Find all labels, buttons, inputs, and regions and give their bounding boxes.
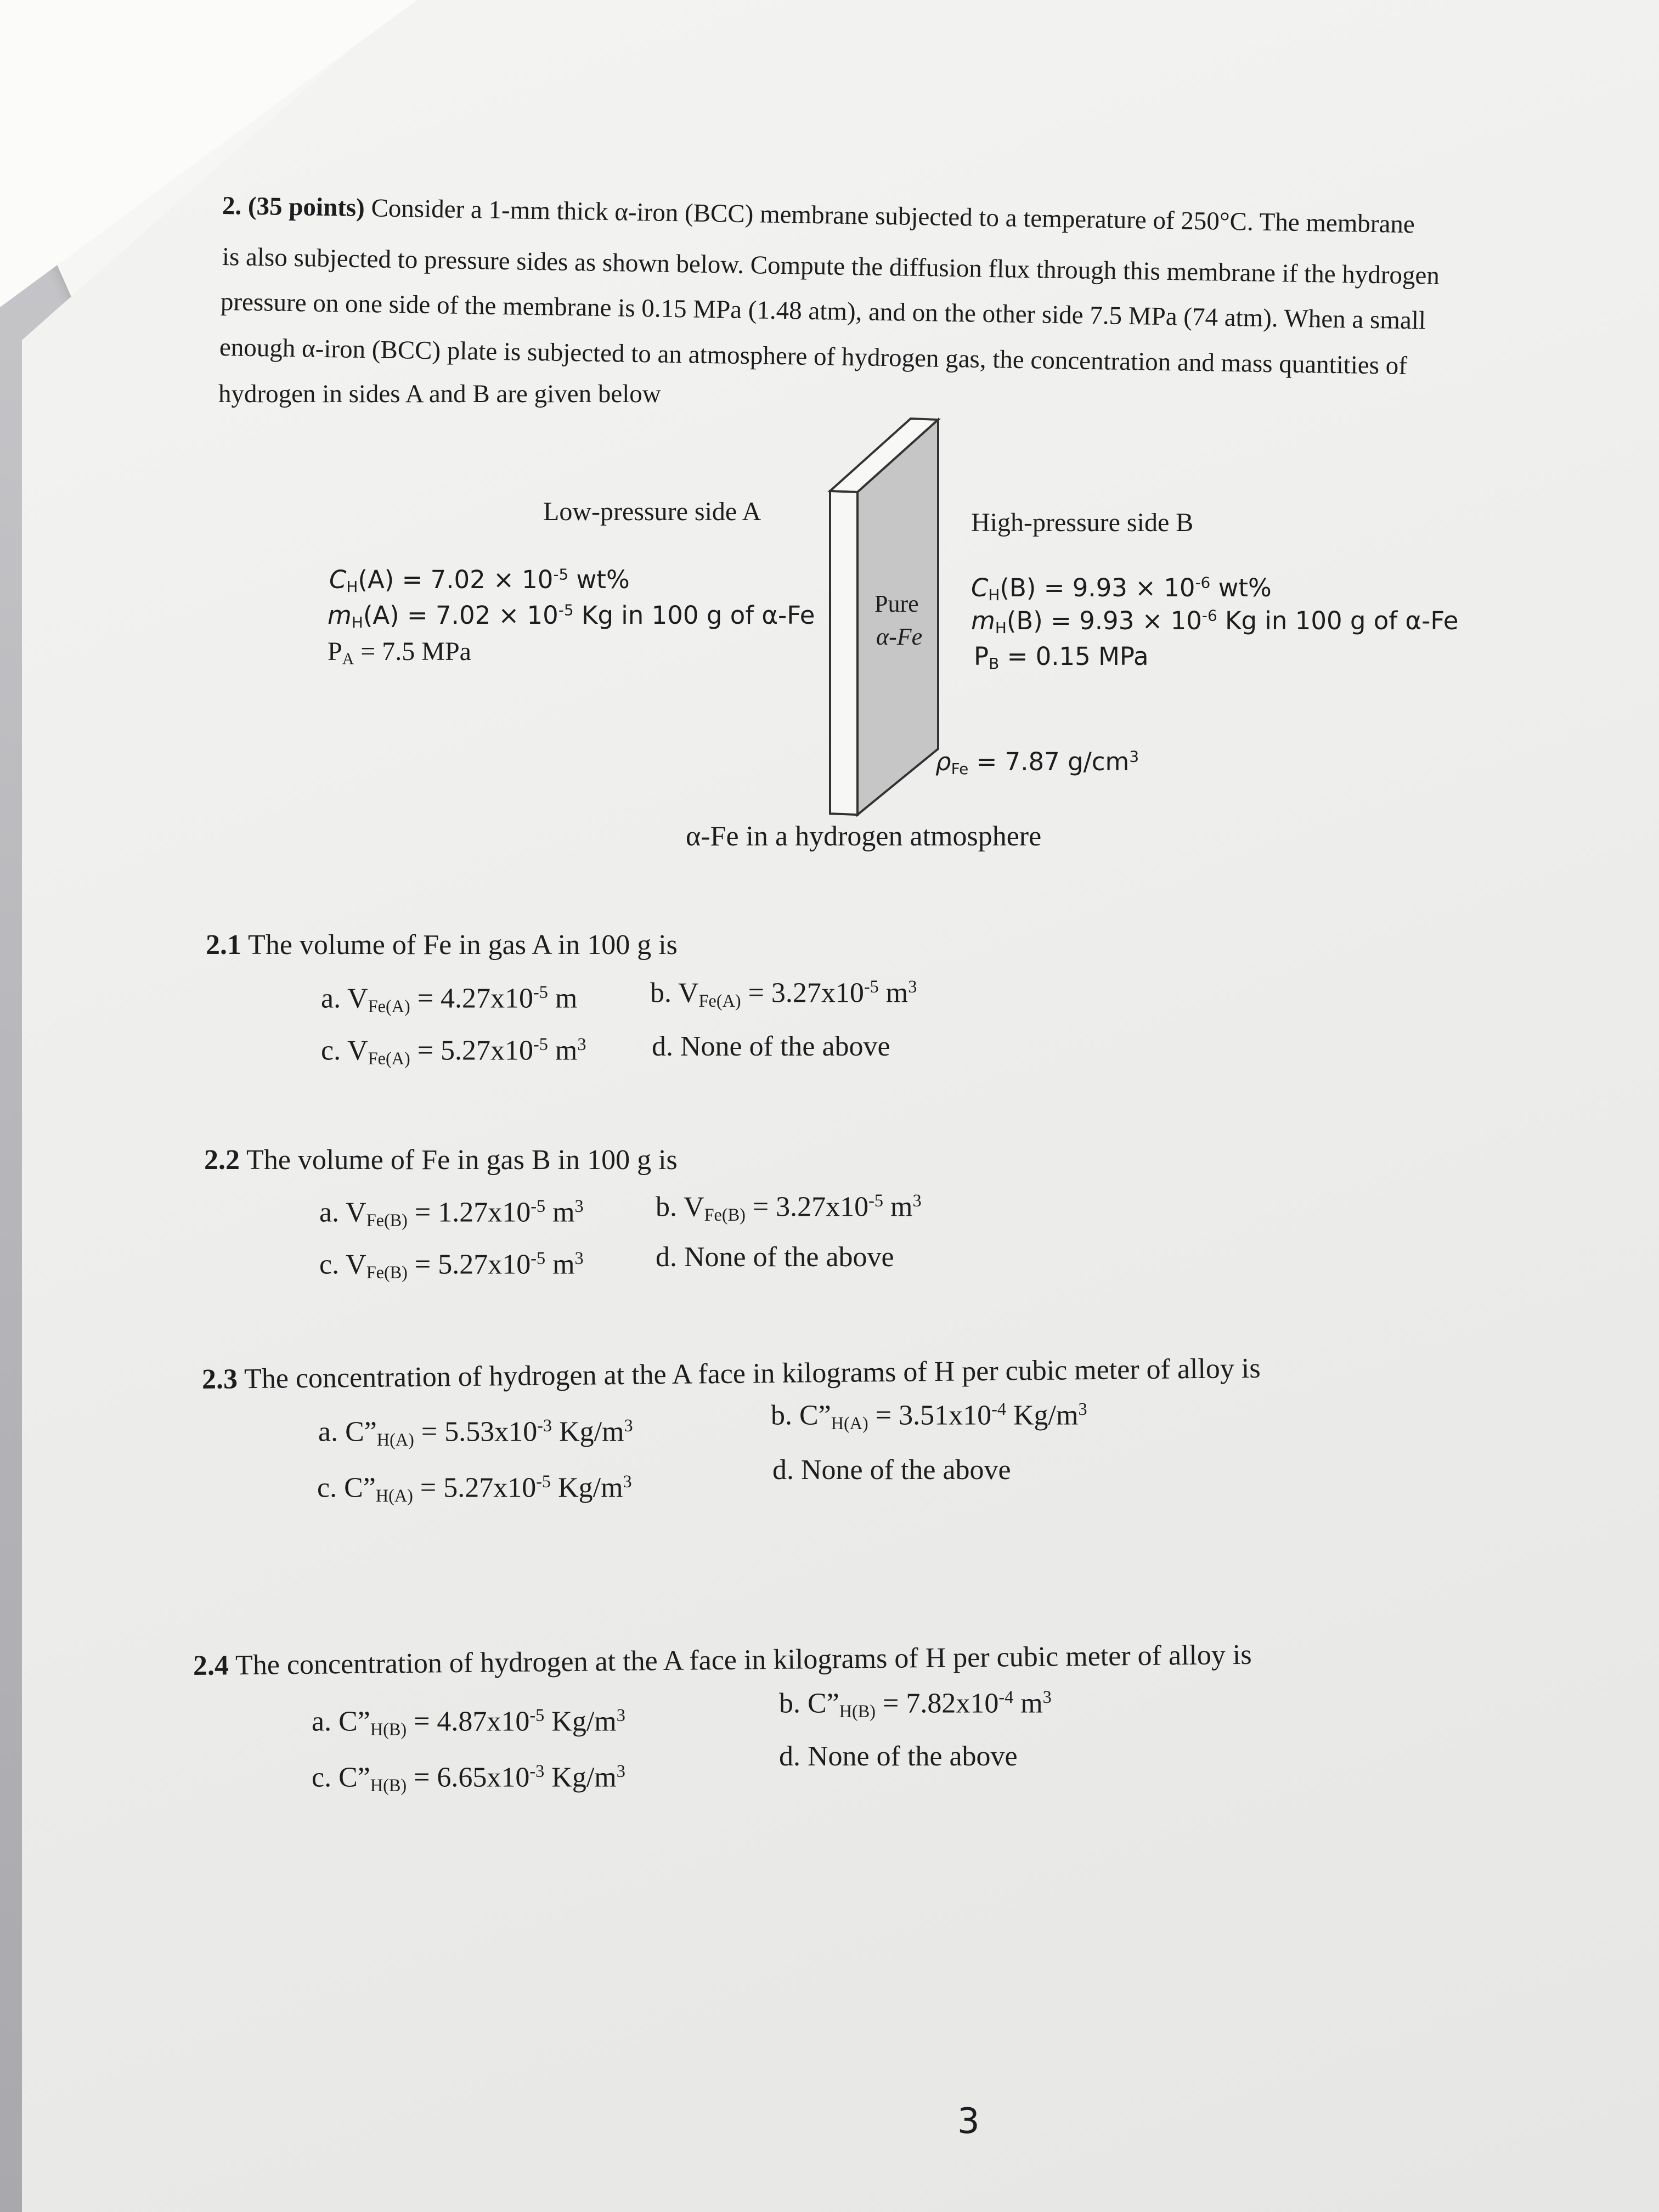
opt-unit: Kg/m	[1006, 1400, 1079, 1431]
question-2-1-text: The volume of Fe in gas A in 100 g is	[241, 929, 678, 961]
side-b-mass	[971, 606, 1458, 637]
opt-sub: Fe(A)	[368, 996, 410, 1016]
opt-unit: m	[883, 1191, 913, 1223]
opt-value: = 4.27x10	[410, 983, 534, 1014]
opt-unit: Kg/m	[544, 1762, 617, 1793]
opt-exp: -4	[998, 1687, 1014, 1707]
opt-value: = 7.82x10	[876, 1688, 999, 1719]
a-ch-unit: wt%	[568, 565, 630, 594]
side-a-label: Low-pressure side A	[543, 497, 761, 526]
problem-text-2: is also subjected to pressure sides as shown below. Compute the diffusion flux through this membrane if the hydrogen	[222, 242, 1440, 290]
opt-exp: -5	[536, 1471, 551, 1491]
a-p-value: = 7.5 MPa	[354, 637, 471, 666]
opt-prefix: a. V	[321, 983, 368, 1014]
opt-unit: m	[1013, 1688, 1043, 1719]
opt-unit-exp: 3	[577, 1034, 586, 1054]
problem-text-1: Consider a 1-mm thick α-iron (BCC) membrane subjected to a temperature of 250°C. The membrane	[371, 194, 1415, 239]
b-mh-sub: H	[995, 618, 1007, 637]
question-2-4-number: 2.4	[193, 1650, 229, 1681]
membrane-label-pure: Pure	[874, 590, 919, 617]
opt-value: = 4.87x10	[407, 1706, 530, 1737]
question-2-3-text: The concentration of hydrogen at the A face in kilograms of H per cubic meter of alloy is	[237, 1352, 1261, 1395]
question-2-2-number: 2.2	[204, 1144, 240, 1176]
question-2-3-option-c	[317, 1471, 632, 1506]
opt-sub: H(A)	[376, 1429, 414, 1449]
question-2-4-text: The concentration of hydrogen at the A face in kilograms of H per cubic meter of alloy is	[228, 1639, 1252, 1681]
side-a-concentration	[329, 565, 630, 596]
opt-unit: m	[545, 1249, 575, 1280]
opt-value: = 5.27x10	[413, 1472, 537, 1504]
opt-unit: m	[548, 1035, 578, 1066]
diagram-caption: α-Fe in a hydrogen atmosphere	[686, 821, 1042, 852]
opt-value: = 1.27x10	[407, 1197, 531, 1228]
problem-points: (35 points)	[247, 191, 365, 223]
problem-number: 2.	[222, 191, 242, 221]
b-ch-sub: H	[988, 585, 1000, 604]
problem-text-3: pressure on one side of the membrane is 0.15 MPa (1.48 atm), and on the other side 7.5 MPa (74 atm). When a small	[220, 287, 1426, 335]
question-2-1-heading	[206, 929, 678, 961]
question-2-4-option-c	[312, 1761, 625, 1796]
opt-unit: Kg/m	[551, 1472, 623, 1504]
opt-sub: Fe(B)	[366, 1262, 408, 1282]
question-2-1-option-b	[650, 977, 917, 1011]
opt-prefix: a. C”	[312, 1706, 370, 1737]
opt-exp: -5	[868, 1190, 884, 1210]
opt-value: = 6.65x10	[407, 1762, 530, 1793]
opt-unit-exp: 3	[1078, 1399, 1087, 1419]
page-number: 3	[957, 2101, 980, 2142]
a-ch-value: (A) = 7.02 × 10	[358, 565, 554, 594]
b-ch-unit: wt%	[1210, 573, 1272, 602]
opt-unit-exp: 3	[908, 977, 917, 996]
question-2-3-number: 2.3	[201, 1363, 238, 1395]
side-b-pressure	[974, 642, 1149, 673]
question-2-1-number: 2.1	[206, 929, 241, 961]
opt-prefix: c. C”	[312, 1762, 370, 1793]
opt-prefix: b. V	[650, 977, 699, 1009]
a-p-sub: A	[342, 650, 354, 668]
problem-line-5	[218, 381, 661, 407]
opt-prefix: c. V	[319, 1249, 366, 1280]
rho-sub: Fe	[951, 759, 969, 778]
opt-sub: H(A)	[375, 1485, 413, 1505]
opt-sub: Fe(B)	[366, 1210, 408, 1230]
opt-unit: m	[548, 983, 578, 1014]
side-a-mass	[328, 601, 815, 631]
question-2-4-option-b	[779, 1687, 1052, 1722]
rho-symbol: ρ	[935, 747, 951, 776]
opt-unit-exp: 3	[623, 1471, 632, 1491]
opt-exp: -5	[864, 977, 879, 996]
opt-value: = 3.51x10	[868, 1400, 992, 1431]
opt-value: = 3.27x10	[741, 977, 864, 1009]
b-mh-unit: Kg in 100 g of α-Fe	[1217, 606, 1459, 635]
problem-text-4: enough α-iron (BCC) plate is subjected to an atmosphere of hydrogen gas, the concentration and mass quantities of	[219, 333, 1408, 381]
question-2-4-option-d: d. None of the above	[779, 1741, 1018, 1772]
a-mh-unit: Kg in 100 g of α-Fe	[573, 601, 815, 630]
b-mh-symbol: m	[971, 606, 995, 635]
opt-unit-exp: 3	[624, 1415, 633, 1435]
opt-unit: Kg/m	[552, 1416, 624, 1448]
b-ch-symbol: C	[971, 573, 989, 602]
side-b-concentration	[971, 573, 1272, 604]
opt-exp: -3	[537, 1415, 552, 1435]
opt-prefix: b. V	[656, 1191, 704, 1223]
opt-value: = 5.27x10	[410, 1035, 534, 1066]
iron-density	[935, 747, 1139, 778]
a-p-symbol: P	[328, 637, 342, 666]
b-p-sub: B	[989, 654, 1000, 673]
b-p-symbol: P	[974, 642, 989, 671]
opt-unit-exp: 3	[1042, 1687, 1052, 1707]
opt-exp: -5	[533, 1034, 548, 1054]
question-2-2-option-a	[319, 1196, 584, 1231]
b-mh-exp: -6	[1201, 606, 1217, 625]
opt-prefix: c. V	[321, 1035, 368, 1066]
a-mh-value: (A) = 7.02 × 10	[363, 601, 558, 630]
membrane-front-face	[830, 491, 857, 815]
opt-sub: H(A)	[831, 1413, 868, 1433]
opt-sub: H(B)	[370, 1775, 407, 1795]
opt-prefix: a. V	[319, 1197, 366, 1228]
opt-sub: H(B)	[839, 1701, 876, 1721]
opt-sub: Fe(B)	[704, 1204, 746, 1224]
rho-value: = 7.87 g/cm	[968, 747, 1130, 776]
a-ch-sub: H	[346, 577, 358, 596]
question-2-3-option-d: d. None of the above	[772, 1454, 1011, 1486]
question-2-4-option-a	[312, 1705, 625, 1740]
question-2-2-option-c	[319, 1248, 584, 1283]
problem-text-5: hydrogen in sides A and B are given below	[218, 380, 661, 408]
opt-sub: Fe(A)	[368, 1048, 410, 1068]
opt-unit-exp: 3	[616, 1761, 625, 1781]
opt-prefix: b. C”	[779, 1688, 839, 1719]
b-ch-exp: -6	[1195, 573, 1211, 592]
opt-unit-exp: 3	[574, 1248, 584, 1268]
b-ch-value: (B) = 9.93 × 10	[1000, 573, 1195, 602]
opt-unit: Kg/m	[544, 1706, 617, 1737]
a-mh-sub: H	[351, 613, 363, 631]
opt-value: = 5.53x10	[414, 1416, 538, 1448]
a-mh-symbol: m	[328, 601, 352, 630]
opt-sub: H(B)	[370, 1719, 407, 1739]
question-2-2-text: The volume of Fe in gas B in 100 g is	[240, 1144, 678, 1176]
opt-exp: -5	[529, 1705, 545, 1725]
opt-exp: -5	[531, 1248, 546, 1268]
opt-prefix: b. C”	[771, 1400, 831, 1431]
question-2-3-option-b	[771, 1399, 1087, 1434]
opt-sub: Fe(A)	[698, 990, 741, 1011]
opt-exp: -4	[991, 1399, 1006, 1419]
opt-unit-exp: 3	[912, 1190, 922, 1210]
side-b-label: High-pressure side B	[971, 508, 1194, 537]
question-2-2-heading	[204, 1144, 678, 1176]
opt-prefix: a. C”	[318, 1416, 377, 1448]
b-p-value: = 0.15 MPa	[999, 642, 1149, 671]
question-2-2-option-d: d. None of the above	[656, 1242, 894, 1273]
question-2-2-option-b	[656, 1190, 922, 1225]
a-ch-exp: -5	[553, 565, 569, 584]
question-2-3-option-a	[318, 1415, 633, 1450]
opt-unit-exp: 3	[574, 1196, 584, 1216]
membrane-label-alpha-fe: α-Fe	[876, 623, 923, 650]
opt-exp: -5	[533, 982, 548, 1002]
rho-exp: 3	[1129, 747, 1139, 766]
question-2-1-option-a	[321, 982, 577, 1017]
opt-prefix: c. C”	[317, 1472, 376, 1504]
question-2-1-option-d: d. None of the above	[652, 1031, 890, 1062]
opt-exp: -3	[529, 1761, 545, 1781]
opt-value: = 5.27x10	[407, 1249, 531, 1280]
opt-unit: m	[878, 977, 909, 1009]
a-ch-symbol: C	[329, 565, 347, 594]
question-2-1-option-c	[321, 1034, 586, 1069]
opt-unit-exp: 3	[616, 1705, 625, 1725]
b-mh-value: (B) = 9.93 × 10	[1006, 606, 1202, 635]
opt-value: = 3.27x10	[745, 1191, 869, 1223]
opt-unit: m	[545, 1197, 575, 1228]
opt-exp: -5	[531, 1196, 546, 1216]
side-a-pressure	[328, 636, 471, 668]
a-mh-exp: -5	[558, 601, 574, 619]
